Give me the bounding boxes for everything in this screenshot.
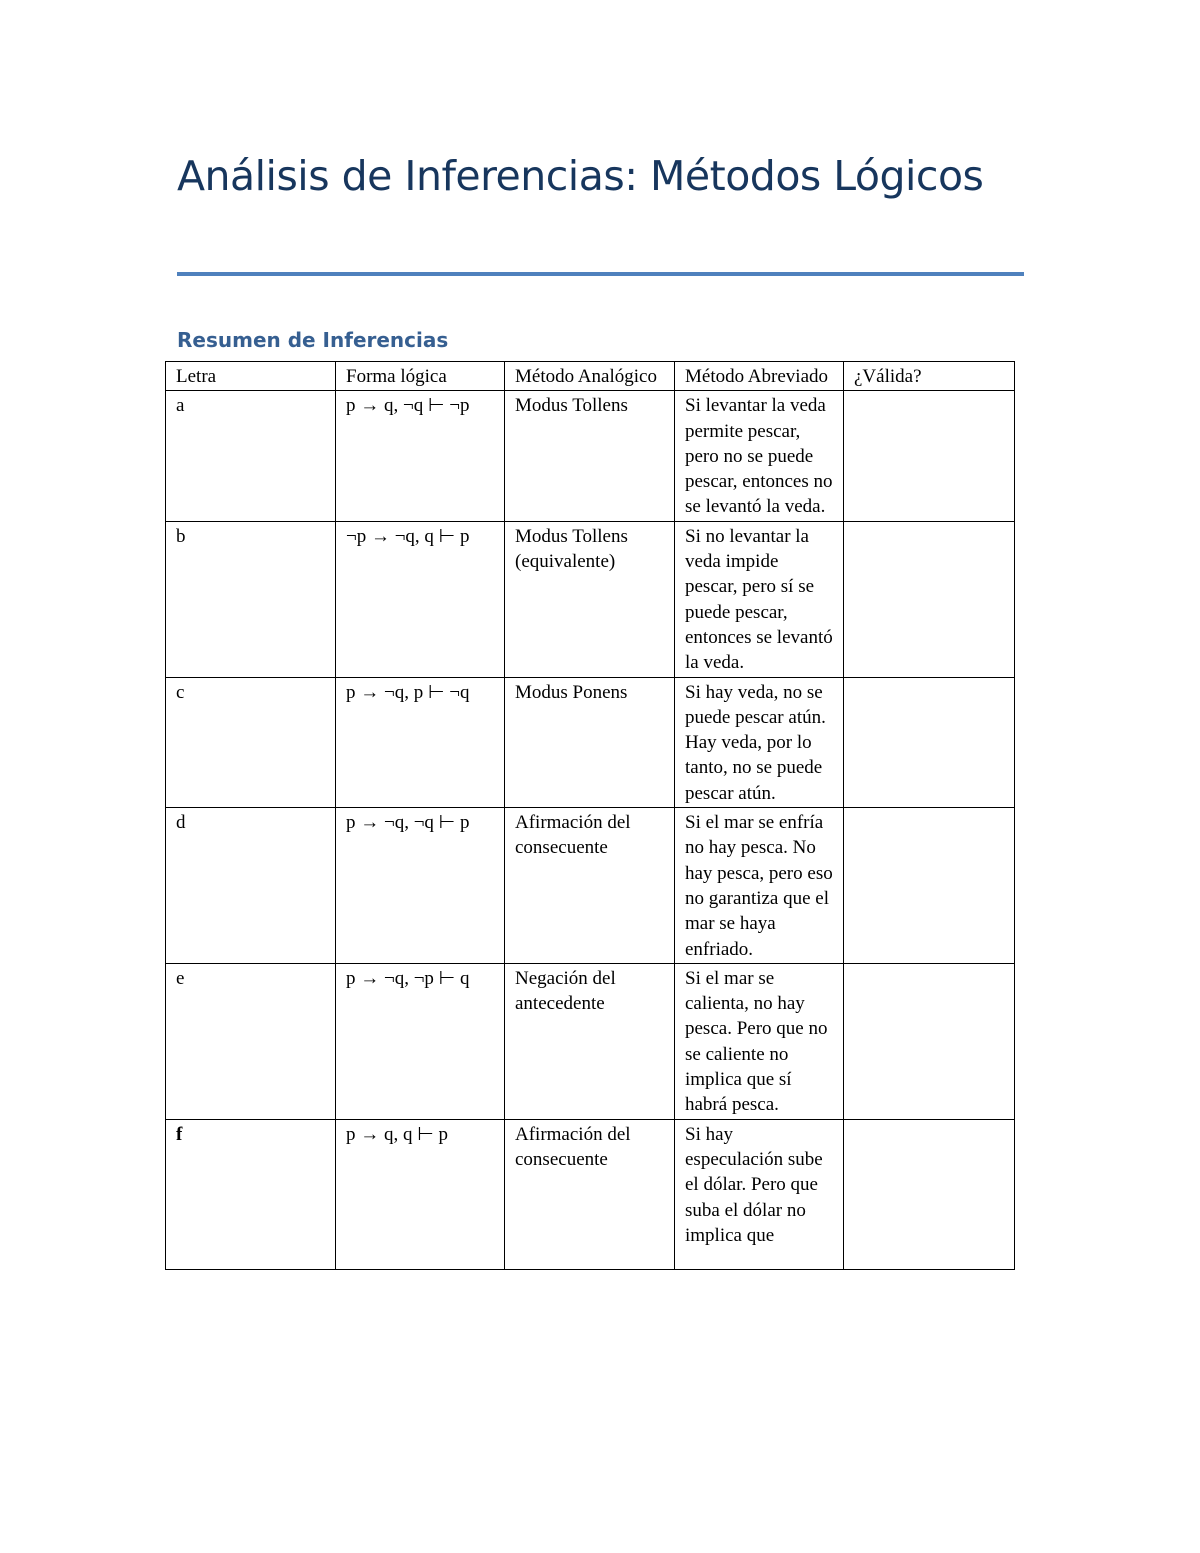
column-header-metodo-abreviado: Método Abreviado — [675, 362, 844, 391]
section-heading: Resumen de Inferencias — [177, 328, 449, 352]
table-row — [166, 521, 1015, 677]
cell-analog-method: Modus Ponens — [505, 677, 675, 807]
table-row — [166, 677, 1015, 807]
cell-valid — [844, 963, 1015, 1119]
cell-abbreviated-method: Si el mar se enfría no hay pesca. No hay pesca, pero eso no garantiza que el mar se haya enfriado. — [675, 808, 844, 964]
cell-valid — [844, 1119, 1015, 1269]
table-header-row — [166, 362, 1015, 391]
cell-logical-form: p → q, q ⊢ p — [336, 1119, 505, 1269]
cell-letter: b — [166, 521, 336, 677]
cell-logical-form: p → ¬q, p ⊢ ¬q — [336, 677, 505, 807]
cell-letter: a — [166, 391, 336, 521]
inference-summary-table — [165, 361, 1015, 1270]
cell-analog-method: Afirmación del consecuente — [505, 1119, 675, 1269]
cell-logical-form: p → ¬q, ¬p ⊢ q — [336, 963, 505, 1119]
cell-logical-form: p → q, ¬q ⊢ ¬p — [336, 391, 505, 521]
cell-abbreviated-method: Si hay veda, no se puede pescar atún. Hay veda, por lo tanto, no se puede pescar atún. — [675, 677, 844, 807]
cell-analog-method: Modus Tollens — [505, 391, 675, 521]
cell-valid — [844, 391, 1015, 521]
cell-logical-form: p → ¬q, ¬q ⊢ p — [336, 808, 505, 964]
cell-analog-method: Afirmación del consecuente — [505, 808, 675, 964]
table-row — [166, 963, 1015, 1119]
cell-letter: f — [166, 1119, 336, 1269]
cell-letter: e — [166, 963, 336, 1119]
cell-abbreviated-method: Si levantar la veda permite pescar, pero no se puede pescar, entonces no se levantó la veda. — [675, 391, 844, 521]
column-header-forma-logica: Forma lógica — [336, 362, 505, 391]
cell-letter: d — [166, 808, 336, 964]
cell-abbreviated-method: Si no levantar la veda impide pescar, pero sí se puede pescar, entonces se levantó la veda. — [675, 521, 844, 677]
cell-analog-method: Negación del antecedente — [505, 963, 675, 1119]
column-header-letra: Letra — [166, 362, 336, 391]
cell-letter: c — [166, 677, 336, 807]
cell-abbreviated-method: Si hay especulación sube el dólar. Pero que suba el dólar no implica que — [675, 1119, 844, 1269]
column-header-valida: ¿Válida? — [844, 362, 1015, 391]
table-row — [166, 391, 1015, 521]
cell-logical-form: ¬p → ¬q, q ⊢ p — [336, 521, 505, 677]
cell-abbreviated-method: Si el mar se calienta, no hay pesca. Pero que no se caliente no implica que sí habrá pesca. — [675, 963, 844, 1119]
cell-valid — [844, 521, 1015, 677]
table-row — [166, 808, 1015, 964]
cell-valid — [844, 677, 1015, 807]
column-header-metodo-analogico: Método Analógico — [505, 362, 675, 391]
cell-valid — [844, 808, 1015, 964]
cell-analog-method: Modus Tollens (equivalente) — [505, 521, 675, 677]
page-title: Análisis de Inferencias: Métodos Lógicos — [177, 152, 984, 200]
title-underline — [177, 272, 1024, 276]
table-row — [166, 1119, 1015, 1269]
